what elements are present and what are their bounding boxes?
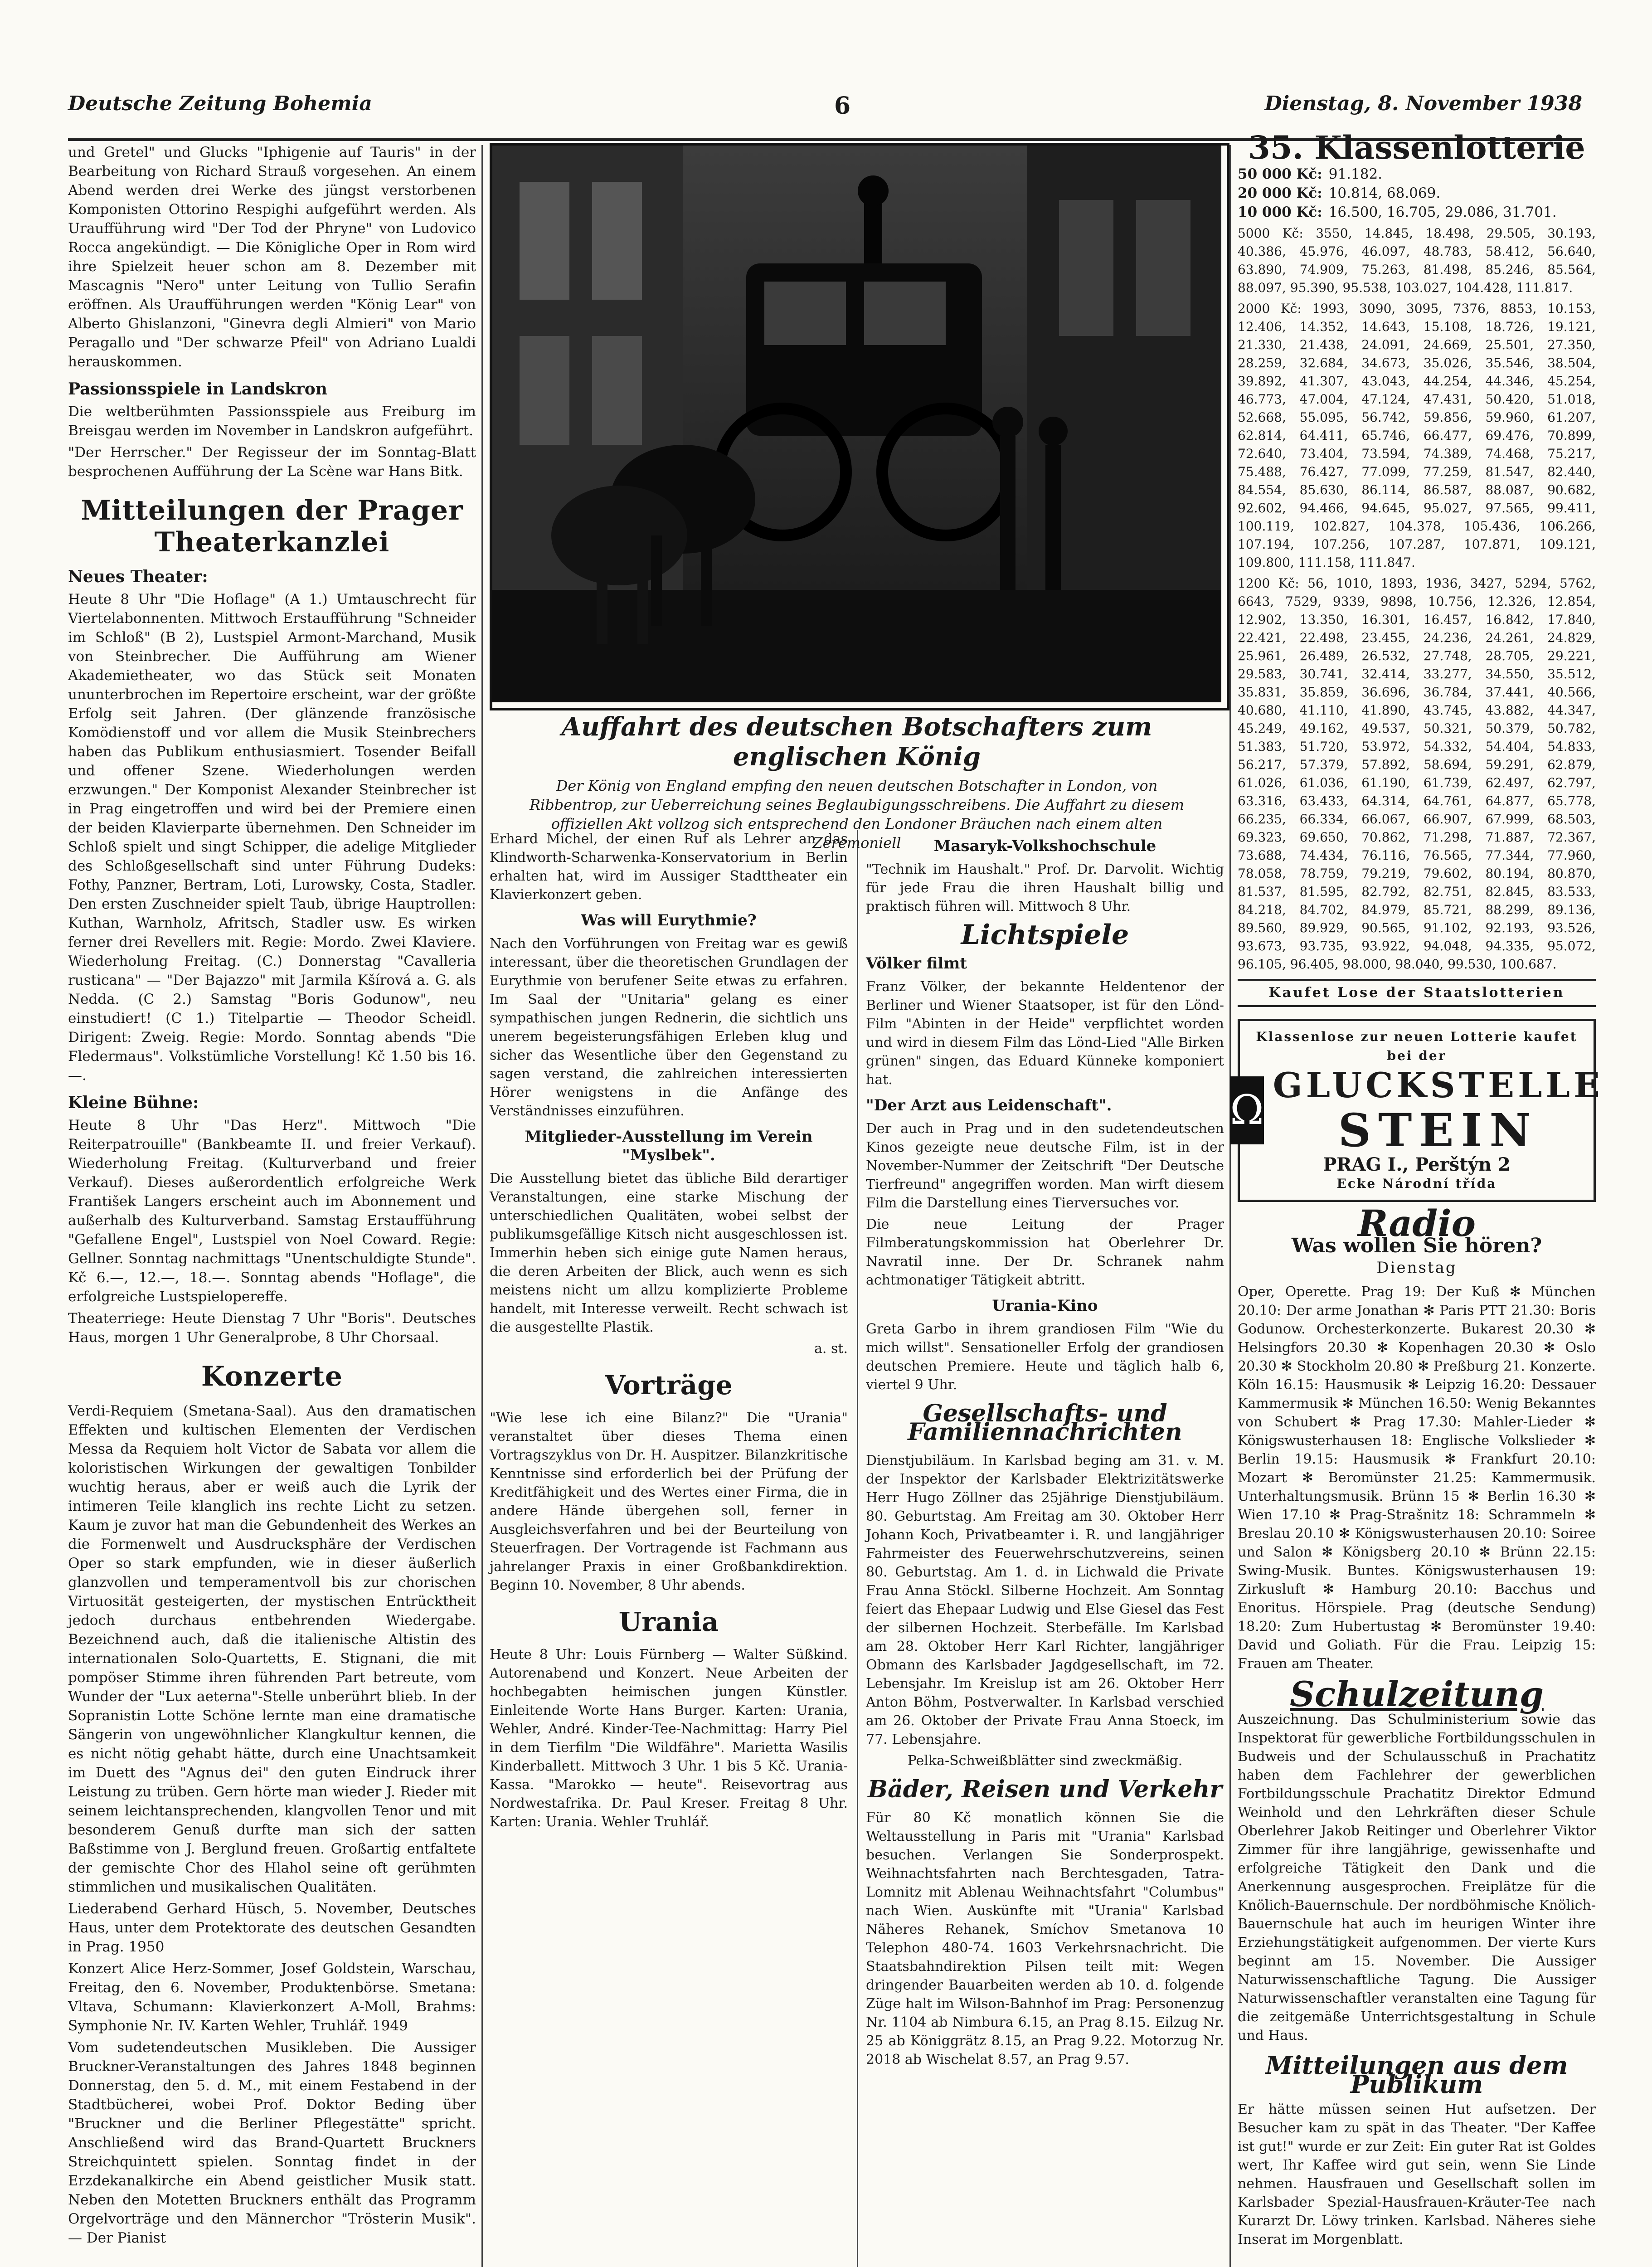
- voelker-text: Franz Völker, der bekannte Heldentenor der Berliner und Wiener Staatsoper, ist für den Lönd-Film "Abinten in der Heide" verpflichtet worden und wird in diesem Film das Lönd-Lied "Alle Birken grünen" singen, das Eduard Künneke komponiert hat.: [866, 979, 1224, 1088]
- glueckstelle-ad: [1230, 1019, 1603, 1202]
- vortraege-text: "Wie lese ich eine Bilanz?" Die "Urania" veranstaltet über dieses Thema einen Vortragszyklus von Dr. H. Auspitzer. Bilanzkritische Kenntnisse sind erforderlich bei der Prüfung der Kreditfähigkeit und des Wertes einer Firma, die in andere Hände übergehen soll, ferner in Ausgleichsverfahren und bei der Beurteilung von Steuerfragen. Der Vortragende ist Fachmann aus jahrelanger Praxis in einer Großbankdirektion. Beginn 10. November, 8 Uhr abends.: [490, 1410, 848, 1593]
- pelka-ad: Pelka-Schweißblätter sind zweckmäßig.: [907, 1753, 1183, 1769]
- gesellschaft-text: Dienstjubiläum. In Karlsbad beging am 31. v. M. der Inspektor der Karlsbader Elektrizitätswerke Herr Hugo Zöllner das 25jährige Dienstjubiläum. 80. Geburtstag. Am Freitag am 30. Oktober Herr Johann Koch, Privatbeamter i. R. und langjähriger Fahrmeister des Feuerwehrschutzvereins, seinen 80. Geburtstag. Am 1. d. in Lichwald die Private Frau Anna Stöckl. Silberne Hochzeit. Am Sonntag feiert das Ehepaar Ludwig und Else Giesel das Fest der silbernen Hochzeit. Sterbefälle. Im Karlsbad am 28. Oktober Herr Karl Richter, langjähriger Obmann des Karlsbader Jagdgesellschaft, im 72. Lebensjahr. Im Kreislup ist am 26. Oktober Herr Anton Böhm, Postverwalter. In Karlsbad verschied am 26. Oktober der Private Frau Anna Stoeck, im 77. Lebensjahre.: [866, 1453, 1224, 1747]
- radio-heading: Radio: [1358, 1202, 1476, 1245]
- urania-kino-heading: Urania-Kino: [992, 1297, 1098, 1315]
- eurythmie-text: Nach den Vorführungen von Freitag war es gewiß interessant, über die theoretischen Grundlagen der Eurythmie von berufener Seite etwas zu erfahren. Im Saal der "Unitaria" gelang es einer sympathischen jungen Rednerin, die sichtlich uns unerem begeisterungsfähigen Erleben klug und sicher das Wesentliche über den Gegenstand zu sagen verstand, die zahlreichen interessierten Hörer wenigstens in die Anfänge des Verständnisses einzuführen.: [490, 936, 848, 1119]
- news-photo: [490, 143, 1229, 710]
- ad-name-line2: STEIN: [1338, 1104, 1538, 1157]
- column-middle-left: [490, 830, 848, 1834]
- michel-text: Erhard Michel, der einen Ruf als Lehrer an das Klindworth-Scharwenka-Konservatorium in Berlin erhalten hat, wird im Aussiger Stadttheater ein Klavierkonzert geben.: [490, 831, 848, 903]
- passion-heading: Passionsspiele in Landskron: [68, 379, 327, 399]
- kleine-buehne-text: Heute 8 Uhr "Das Herz". Mittwoch "Die Reiterpatrouille" (Bankbeamte II. und freier Verkauf). Wiederholung Freitag. (Kulturverband und freier Verkauf). Dieses außerordentlich erfolgreiche Werk František Langers erscheint auch im Abonnement und außerhalb des Kulturverband. Samstag Erstaufführung "Gefallene Engel", Lustspiel von Noel Coward. Regie: Gellner. Sonntag nachmittags "Unentschuldigte Stunde". Kč 6.—, 12.—, 18.—. Sonntag abends "Hoflage", die erfolgreiche Lustspielopereffe.: [68, 1117, 476, 1305]
- neues-theater-text: Heute 8 Uhr "Die Hoflage" (A 1.) Umtauschrecht für Viertelabonnenten. Mittwoch Erstaufführung "Schneider im Schloß" (B 2), Lustspiel Armont-Marchand, Musik von Steinbrecher. Die Aufführung am Wiener Akademietheater, wo das Stück seit Monaten ununterbrochen im Repertoire erscheint, war der größte Erfolg seit Jahren. (Der glänzende französische Komödienstoff und vor allem die Musik Steinbrechers haben das Publikum enthusiasmiert. Tosender Beifall und offener Szene. Wiederholungen werden erzwungen." Der Komponist Alexander Steinbrecher ist in Prag eingetroffen und wird bei der Premiere einen der beiden Klavierparte übernehmen. Den Schneider im Schloß spielt und singt Schipper, die adelige Mitglieder des Schloßgesellschaft sind unter Führung Dudeks: Fothy, Panzner, Bertram, Loti, Lurowsky, Costa, Stadler. Den ersten Zuschneider spielt Taub, übrige Hauptrollen: Kuthan, Warnholz, Afritsch, Stadler usw. Es wirken ferner drei Revellers mit. Regie: Mordo. Zwei Klaviere. Wiederholung Freitag. (C.) Donnerstag "Cavalleria rusticana" — "Der Bajazzo" mit Jarmila Kšírová a. G. als Nedda. (C 2.) Samstag "Boris Godunow", neu einstudiert! (C 1.) Titelpartie — Theodor Scheidl. Dirigent: Zweig. Regie: Mordo. Sonntag abends "Die Fledermaus". Volkstümliche Vorstellung! Kč 1.50 bis 16.—.: [68, 591, 476, 1084]
- horseshoe-logo-icon: Ω: [1230, 1076, 1264, 1144]
- greta-garbo-text: Greta Garbo in ihrem grandiosen Film "Wie du mich willst". Sensationeller Erfolg der grandiosen deutschen Premiere. Heute und täglich halb 6, viertel 9 Uhr.: [866, 1321, 1224, 1393]
- opera-news: und Gretel" und Glucks "Iphigenie auf Tauris" in der Bearbeitung von Richard Strauß vorgesehen. An einem Abend werden drei Werke des jüngst verstorbenen Komponisten Ottorino Respighi aufgeführt werden. Als Uraufführung wird "Der Tod der Phryne" von Ludovico Rocca angekündigt. — Die Königliche Oper in Rom wird ihre Spielzeit heuer schon am 8. Dezember mit Mascagnis "Nero" unter Leitung von Tullio Serafin eröffnen. Als Uraufführungen werden "König Lear" von Alberto Ghislanzoni, "Ginevra degli Almieri" von Mario Peragallo und "Der schwarze Pfeil" von Adriano Lualdi herauskommen.: [68, 144, 476, 370]
- konzert-alice-text: Konzert Alice Herz-Sommer, Josef Goldstein, Warschau, Freitag, den 6. November, Produktenbörse. Smetana: Vltava, Schumann: Klavierkonzert A-Moll, Brahms: Symphonie Nr. IV. Karten Wehler, Truhlář. 1949: [68, 1961, 476, 2034]
- arzt-text: Der auch in Prag und in den sudetendeutschen Kinos gezeigte neue deutsche Film, ist in der November-Nummer der Zeitschrift "Der Deutsche Tierfreund" angegriffen worden. Man wirft diesem Film die Darstellung eines Tierversuches vor.: [866, 1121, 1224, 1211]
- lottery-prize-row: [1238, 184, 1596, 203]
- lichtspiele-heading: Lichtspiele: [961, 919, 1129, 951]
- liederabend-text: Liederabend Gerhard Hüsch, 5. November, Deutsches Haus, unter dem Protektorate des deutschen Gesandten in Prag. 1950: [68, 1901, 476, 1955]
- issue-date: Dienstag, 8. November 1938: [1264, 92, 1582, 115]
- sudetendeutsch-text: Vom sudetendeutschen Musikleben. Die Aussiger Bruckner-Veranstaltungen des Jahres 1848 beginnen Donnerstag, den 5. d. M., mit einem Festabend in der Stadtbücherei, wobei Prof. Doktor Beding über "Bruckner und die Berliner Pflegestätte" spricht. Anschließend wird das Brand-Quartett Bruckners Streichquintett spielen. Sonntag findet in der Erzdekanalkirche ein Abend geistlicher Musik statt. Neben den Motetten Bruckners enthält das Programm Orgelvorträge und den Männerchor "Trösterin Musik". — Der Pianist: [68, 2039, 476, 2246]
- prize-amount: 10 000 Kč:: [1238, 204, 1322, 220]
- masaryk-text: "Technik im Haushalt." Prof. Dr. Darvolit. Wichtig für jede Frau die ihren Haushalt billig und praktisch führen will. Mittwoch 8 Uhr.: [866, 861, 1224, 915]
- prize-amount: 50 000 Kč:: [1238, 166, 1322, 182]
- ad-corner: Ecke Národní třída: [1336, 1176, 1497, 1191]
- radio-subheading: Was wollen Sie hören?: [1291, 1234, 1542, 1257]
- prize-numbers: 91.182.: [1328, 166, 1383, 182]
- lottery-numbers-1200: 1200 Kč: 56, 1010, 1893, 1936, 3427, 5294, 5762, 6643, 7529, 9339, 9898, 10.756, 12.326, 12.854, 12.902, 13.350, 16.301, 16.457, 16.842, 17.840, 22.421, 22.498, 23.455, 24.236, 24.261, 24.829, 25.961, 26.489, 26.532, 27.748, 28.705, 29.221, 29.583, 30.741, 32.414, 33.277, 34.550, 35.512, 35.831, 35.859, 36.696, 36.784, 37.441, 40.566, 40.680, 41.110, 41.890, 43.745, 43.882, 44.347, 45.249, 49.162, 49.537, 50.321, 50.379, 50.782, 51.383, 51.720, 53.972, 54.332, 54.404, 54.833, 56.217, 57.379, 57.892, 58.694, 59.291, 62.879, 61.026, 61.036, 61.190, 61.739, 62.497, 62.797, 63.316, 63.433, 64.314, 64.761, 64.877, 65.778, 66.235, 66.334, 66.067, 66.907, 67.999, 68.503, 69.323, 69.650, 70.862, 71.298, 71.887, 72.367, 73.688, 74.434, 76.116, 76.565, 77.344, 77.960, 78.058, 78.759, 79.219, 79.602, 80.194, 80.870, 81.537, 81.595, 82.792, 82.751, 82.845, 83.533, 84.218, 84.702, 84.979, 85.721, 88.299, 89.136, 89.560, 89.929, 90.565, 91.102, 92.193, 93.526, 93.673, 93.735, 93.922, 94.048, 94.335, 95.072, 96.105, 96.405, 98.000, 98.040, 99.530, 100.687.: [1238, 576, 1596, 972]
- article-signature: a. st.: [814, 1341, 848, 1357]
- lottery-footer: Kaufet Lose der Staatslotterien: [1238, 979, 1596, 1007]
- carriage-photo-illustration: [492, 146, 1221, 702]
- ad-name-block: [1273, 1065, 1603, 1155]
- ad-address: PRAG I., Perštýn 2: [1323, 1154, 1511, 1175]
- schulzeitung-heading: Schulzeitung: [1290, 1674, 1544, 1714]
- vortraege-heading: Vorträge: [605, 1370, 733, 1401]
- konzerte-heading: Konzerte: [201, 1361, 343, 1392]
- prize-amount: 20 000 Kč:: [1238, 185, 1322, 201]
- passion-text: Die weltberühmten Passionsspiele aus Freiburg im Breisgau werden im November in Landskron aufgeführt.: [68, 404, 476, 439]
- lottery-prize-row: [1238, 165, 1596, 184]
- herrscher-text: "Der Herrscher." Der Regisseur der im Sonntag-Blatt besprochenen Aufführung der La Scène war Hans Bitk.: [68, 444, 476, 480]
- masthead-title: Deutsche Zeitung Bohemia: [68, 92, 372, 115]
- column-left: [68, 143, 476, 2250]
- verdi-requiem-text: Verdi-Requiem (Smetana-Saal). Aus den dramatischen Effekten und kultischen Elementen der Verdischen Messa da Requiem holt Victor de Sabata vor allem die koloristischen Wirkungen der gewaltigen Tonbilder wuchtig heraus, aber er weiß auch die Lyrik der intimeren Teile klanglich ins rechte Licht zu setzen. Kaum je zuvor hat man die Gebundenheit des Werkes an die Formenwelt und Ausdrucksphäre der Verdischen Oper so stark empfunden, wie in dieser äußerlich glanzvollen und temperamentvoll bis zur chorischen Virtuosität gesteigerten, der mystischen Entrücktheit jedoch durchaus entbehrenden Wiedergabe. Bezeichnend auch, daß die italienische Altistin des internationalen Solo-Quartetts, E. Stignani, die mit pompöser Stimme ihren führenden Part betreute, vom Wunder der "Lux aeterna"-Stelle unberührt blieb. In der Sopranistin Lotte Schöne lernte man eine dramatische Sängerin von ungewöhnlicher Klangkultur kennen, die es nicht nötig gehabt hätte, durch eine Unachtsamkeit im Duett des "Agnus dei" den guten Eindruck ihrer Leistung zu trüben. Gern hörte man wieder J. Rieder mit seinem leichtansprechenden, klangvollen Tenor und mit besonderem Genuß durfte man sich der satten Baßstimme von J. Berglund freuen. Großartig entfaltete der gemischte Chor des Hlahol seine oft gerühmten stimmlichen und musikalischen Qualitäten.: [68, 1403, 476, 1895]
- column-divider: [1229, 145, 1231, 2267]
- radio-program: Oper, Operette. Prag 19: Der Kuß ✻ München 20.10: Der arme Jonathan ✻ Paris PTT 21.30: Boris Godunow. Orchesterkonzerte. Bukarest 20.30 ✻ Helsingfors 20.30 ✻ Kopenhagen 20.30 ✻ Oslo 20.30 ✻ Stockholm 20.80 ✻ Preßburg 21. Konzerte. Köln 16.15: Hausmusik ✻ Leipzig 16.20: Dessauer Kammermusik ✻ München 16.50: Wenig Bekanntes von Schubert ✻ Prag 17.30: Mahler-Lieder ✻ Königswusterhausen 18: Englische Volkslieder ✻ Berlin 19.15: Hausmusik ✻ Frankfurt 20.10: Mozart ✻ Beromünster 21.25: Kammermusik. Unterhaltungsmusik. Brünn 15 ✻ Berlin 16.30 ✻ Wien 17.10 ✻ Prag-Strašnitz 18: Schrammeln ✻ Breslau 20.10 ✻ Königswusterhausen 20.10: Soiree und Salon ✻ Königsberg 20.10 ✻ Brünn 22.15: Swing-Musik. Buntes. Königswusterhausen 19: Zirkusluft ✻ Hamburg 20.10: Bacchus und Enoritus. Hörspiele. Prag (deutsche Sendung) 18.20: Zum Hubertustag ✻ Beromünster 19.40: David und Goliath. Für die Frau. Leipzig 15: Frauen am Theater.: [1238, 1284, 1596, 1672]
- lottery-numbers-2000: 2000 Kč: 1993, 3090, 3095, 7376, 8853, 10.153, 12.406, 14.352, 14.643, 15.108, 18.726, 19.121, 21.330, 21.438, 24.091, 24.669, 25.501, 27.350, 28.259, 32.684, 34.673, 35.026, 35.546, 38.504, 39.892, 41.307, 43.043, 44.254, 44.346, 45.254, 46.773, 47.004, 47.124, 47.431, 50.420, 51.018, 52.668, 55.095, 56.742, 59.856, 59.960, 61.207, 62.814, 64.411, 65.746, 66.477, 69.476, 70.899, 72.640, 73.404, 73.594, 74.389, 74.468, 75.217, 75.488, 76.427, 77.099, 77.259, 81.547, 82.440, 84.554, 85.630, 86.114, 86.587, 88.087, 90.682, 92.602, 94.466, 94.645, 95.027, 97.565, 99.411, 100.119, 102.827, 104.378, 105.436, 106.266, 107.194, 107.256, 107.287, 107.871, 109.121, 109.800, 111.158, 111.847.: [1238, 301, 1596, 570]
- arzt-heading: "Der Arzt aus Leidenschaft".: [866, 1096, 1112, 1114]
- lottery-prize-row: [1238, 203, 1596, 222]
- baeder-text: Für 80 Kč monatlich können Sie die Weltausstellung in Paris mit "Urania" Karlsbad besuchen. Verlangen Sie Sonderprospekt. Weihnachtsfahrten nach Berchtesgaden, Tatra-Lomnitz mit Ablenau Weihnachtsfahrt "Columbus" nach Wien. Auskünfte mit "Urania" Karlsbad Näheres Rehanek, Smíchov Smetanova 10 Telephon 480-74. 1603 Verkehrsnachricht. Die Staatsbahndirektion Pilsen teilt mit: Wegen dringender Bauarbeiten werden ab 10. d. folgende Züge halt im Wilson-Bahnhof im Prag: Personenzug Nr. 1104 ab Nimbura 6.15, an Prag 8.15. Eilzug Nr. 25 ab Königgrätz 8.15, an Prag 9.22. Motorzug Nr. 2018 ab Wischelat 8.57, an Prag 9.57.: [866, 1810, 1224, 2068]
- photo-caption-text: Der König von England empfing den neuen deutschen Botschafter in London, von Ribbentrop, zur Ueberreichung seines Beglaubigungsschreibens. Die Auffahrt zu diesem offiziellen Akt vollzog sich entsprechend den Londoner Bräuchen nach einem alten Zeremoniell: [529, 777, 1185, 851]
- column-right: [1230, 129, 1603, 2251]
- theater-heading: Mitteilungen der Prager Theaterkanzlei: [81, 495, 463, 558]
- radio-day: Dienstag: [1376, 1259, 1457, 1277]
- prize-numbers: 10.814, 68.069.: [1328, 185, 1441, 201]
- prize-numbers: 16.500, 16.705, 29.086, 31.701.: [1328, 204, 1557, 220]
- column-middle-right: [866, 830, 1224, 2072]
- urania-text: Heute 8 Uhr: Louis Fürnberg — Walter Süßkind. Autorenabend und Konzert. Neue Arbeiten der hochbegabten heimischen jungen Künstler. Einleitende Worte Hans Burger. Karten: Urania, Wehler, André. Kinder-Tee-Nachmittag: Harry Piel in dem Tierfilm "Die Wildfähre". Marietta Wasilis Kinderballett. Mittwoch 3 Uhr. 1 bis 5 Kč. Urania-Kassa. "Marokko — heute". Reisevortrag aus Nordwestafrika. Dr. Paul Kreser. Freitag 8 Uhr. Karten: Urania. Wehler Truhlář.: [490, 1647, 848, 1830]
- lottery-title: 35. Klassenlotterie: [1248, 129, 1585, 166]
- myslbek-heading: Mitglieder-Ausstellung im Verein "Myslbek".: [525, 1128, 813, 1164]
- column-divider: [481, 145, 483, 2267]
- kleine-buehne-heading: Kleine Bühne:: [68, 1093, 199, 1112]
- lottery-numbers-5000: 5000 Kč: 3550, 14.845, 18.498, 29.505, 30.193, 40.386, 45.976, 46.097, 48.783, 58.412, 56.640, 63.890, 74.909, 75.263, 81.498, 85.246, 85.564, 88.097, 95.390, 95.538, 103.027, 104.428, 111.817.: [1238, 226, 1596, 295]
- publikum-heading: Mitteilungen aus dem Publikum: [1265, 2051, 1568, 2099]
- ad-name-line1: GLUCKSTELLE: [1273, 1065, 1603, 1105]
- baeder-heading: Bäder, Reisen und Verkehr: [868, 1776, 1222, 1803]
- neues-theater-heading: Neues Theater:: [68, 567, 208, 586]
- gesellschaft-heading: Gesellschafts- und Familiennachrichten: [908, 1400, 1182, 1446]
- voelker-heading: Völker filmt: [866, 954, 967, 973]
- schulzeitung-text: Auszeichnung. Das Schulministerium sowie das Inspektorat für gewerbliche Fortbildungsschulen in Budweis und der Schulausschuß in Prachatitz haben dem Fachlehrer der gewerblichen Fortbildungsschule Prachatitz Direktor Edmund Weinhold und den Lehrkräften dieser Schule Oberlehrer Jakob Reitinger und Oberlehrer Viktor Zimmer für ihre langjährige, gewissenhafte und erfolgreiche Tätigkeit den Dank und die Anerkennung ausgesprochen. Freiplätze für die Knölich-Bauernschule. Der nordböhmische Knölich-Bauernschule hat auch im heurigen Winter ihre Erziehungstätigkeit aufgenommen. Der vierte Kurs beginnt am 15. November. Die Aussiger Naturwissenschaftliche Tagung. Die Aussiger Naturwissenschaftler veranstalten eine Tagung für die zeitgemäße Unterrichtsgestaltung in Schule und Haus.: [1238, 1712, 1596, 2043]
- eurythmie-heading: Was will Eurythmie?: [581, 911, 757, 929]
- myslbek-text: Die Ausstellung bietet das übliche Bild derartiger Veranstaltungen, eine starke Mischung der unterschiedlichen Qualitäten, wobei selbst der publikumsgefällige Kitsch nicht ausgeschlossen ist. Immerhin heben sich einige gute Namen heraus, die deren Arbeiten der Blick, auch wenn es sich meistens nicht um allzu komplizierte Probleme handelt, mit Interesse verweilt. Recht schwach ist die ausgestellte Plastik.: [490, 1171, 848, 1335]
- publikum-text: Er hätte müssen seinen Hut aufsetzen. Der Besucher kam zu spät in das Theater. "Der Kaffee ist gut!" wurde er zur Zeit: Ein guter Rat ist Goldes wert, Ihr Kaffee wird gut sein, wenn Sie Linde nehmen. Hausfrauen und Gesellschaft sollen im Karlsbader Spezial-Hausfrauen-Kräuter-Tee nach Kurarzt Dr. Löwy trinken. Karlsbad. Näheres siehe Inserat im Morgenblatt.: [1238, 2102, 1596, 2248]
- photo-title: Auffahrt des deutschen Botschafters zum englischen König: [561, 712, 1152, 772]
- column-divider: [857, 830, 858, 2267]
- urania-heading: Urania: [618, 1606, 719, 1637]
- page-number: 6: [834, 92, 851, 120]
- masaryk-heading: Masaryk-Volkshochschule: [933, 837, 1156, 855]
- theaterriege-text: Theaterriege: Heute Dienstag 7 Uhr "Boris". Deutsches Haus, morgen 1 Uhr Generalprobe, 8 Uhr Chorsaal.: [68, 1310, 476, 1346]
- ad-logo-row: [1230, 1065, 1603, 1157]
- filmberatung-text: Die neue Leitung der Prager Filmberatungskommission hat Oberlehrer Dr. Navratil inne. Der Dr. Schranek nahm achtmonatiger Tätigkeit abtritt.: [866, 1216, 1224, 1288]
- ad-tagline: Klassenlose zur neuen Lotterie kaufet bei der: [1256, 1029, 1578, 1063]
